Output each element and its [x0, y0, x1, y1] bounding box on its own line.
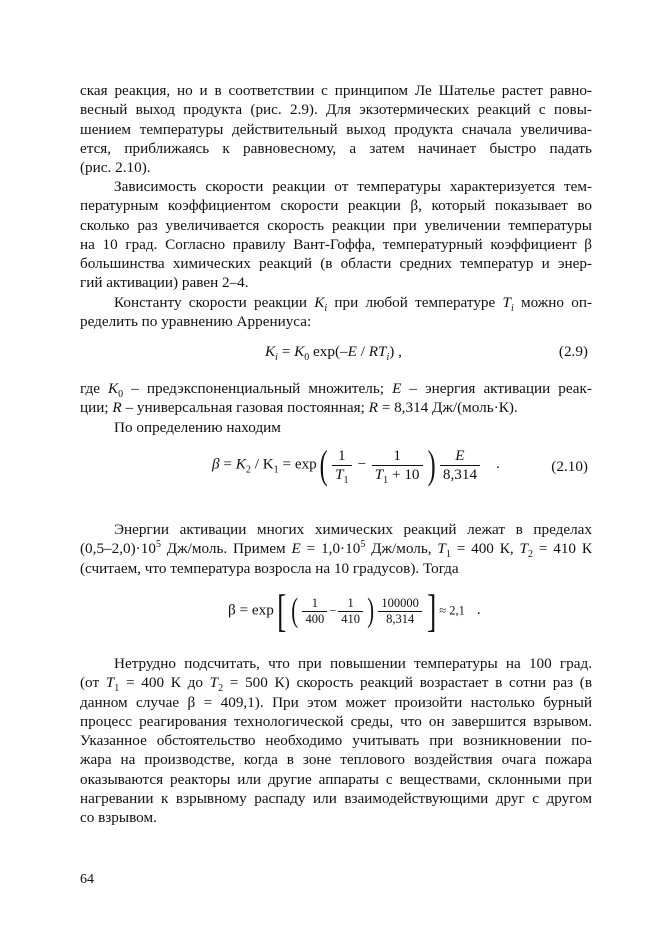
equation-number: (2.9): [558, 343, 588, 360]
text-run: ции;: [80, 399, 113, 417]
lhs: =: [219, 455, 236, 473]
symbol-r: R: [112, 399, 122, 417]
text-run: = 400 К,: [450, 540, 520, 558]
subscript: i: [275, 352, 278, 364]
superscript: 5: [155, 539, 161, 551]
text-run: – предэкспоненциальный множитель;: [123, 380, 393, 397]
equation-beta-value: [228, 585, 481, 636]
text-run: (0,5–2,0)·10: [80, 540, 156, 558]
right-paren: ): [367, 592, 375, 629]
lhs: β = exp: [228, 601, 274, 619]
text-line: (рис. 2.10).: [80, 159, 151, 177]
text-run: можно оп-: [513, 294, 593, 311]
subscript: 1: [114, 683, 120, 695]
equation-number: (2.10): [551, 458, 588, 475]
denominator: [372, 465, 423, 484]
subscript: 0: [118, 389, 124, 401]
subscript: i: [324, 303, 328, 315]
period: .: [496, 455, 500, 473]
left-bracket: [: [276, 585, 287, 636]
text-run: Дж/моль. Примем: [160, 540, 292, 558]
paragraph-1: [80, 81, 592, 177]
text-line: со взрывом.: [80, 809, 157, 827]
right-paren: ): [427, 442, 436, 487]
equation-2-9: [265, 343, 402, 364]
text-line: ская реакция, но и в соответствии с принципом Ле Шателье растет равно-: [80, 82, 592, 99]
symbol-e: E: [347, 343, 357, 360]
denominator: 400: [302, 611, 327, 627]
symbol-r: R: [368, 399, 378, 417]
text-run: Константу скорости реакции: [114, 294, 315, 311]
fraction: [302, 596, 327, 627]
text-line: Зависимость скорости реакции от температуры характеризуется тем-: [114, 178, 592, 195]
text-line: [80, 539, 592, 561]
text-line: Нетрудно подсчитать, что при повышении температуры на 100 град.: [114, 655, 592, 672]
text-line: ется, приближаясь к равновесному, а затем начинает быстро падать: [80, 139, 592, 157]
exp-function: exp(–: [309, 343, 348, 360]
subscript: i: [386, 352, 390, 364]
text-line: Энергии активации многих химических реакций лежат в пределах: [114, 521, 592, 538]
text-line: оказываются реакторы или другие аппараты с веществами, склонными при: [80, 770, 592, 788]
text-line: [80, 293, 593, 315]
subscript: 2: [527, 549, 533, 561]
symbol-e: E: [455, 446, 465, 464]
subscript: 1: [445, 549, 451, 561]
text-line: данном случае β = 409,1). При этом может произойти настолько бурный: [80, 693, 592, 711]
symbol-k: K: [314, 294, 325, 311]
text-run: – универсальная газовая постоянная;: [121, 399, 369, 417]
text-run: где: [80, 380, 108, 397]
paragraph-3: [80, 293, 592, 332]
text-line: на 10 град. Согласно правилу Вант-Гоффа, температурный коэффициент β: [80, 235, 592, 253]
fraction: [332, 447, 351, 484]
subscript: i: [510, 303, 514, 315]
approx-value: ≈ 2,1: [439, 603, 465, 618]
text-line: По определению находим: [114, 418, 281, 436]
symbol-k: K: [265, 343, 276, 360]
denominator: 410: [338, 611, 363, 627]
subscript: 1: [273, 464, 279, 476]
right-bracket: ]: [426, 585, 437, 636]
text-line: пературным коэффициентом скорости реакции β, который показывает во: [80, 197, 592, 215]
fraction: [372, 447, 423, 484]
symbol-rt: RT: [368, 343, 387, 360]
numerator: 100000: [381, 595, 419, 610]
slash-k: / K: [250, 455, 274, 473]
denominator: [332, 465, 351, 484]
symbol-t: T: [105, 674, 115, 692]
text-line: большинства химических реакций (в области средних температур и энер-: [80, 255, 592, 273]
superscript: 5: [360, 539, 366, 551]
symbol-t: T: [437, 540, 446, 558]
symbol-t: T: [374, 465, 384, 483]
numerator: 1: [311, 595, 318, 610]
minus-sign: −: [329, 603, 337, 618]
numerator: 1: [393, 446, 401, 464]
symbol-e: E: [291, 540, 301, 558]
left-paren: (: [319, 442, 328, 487]
paragraph-4: [80, 379, 592, 437]
equation-2-10: $\beta = K_2 / K_1 = \exp$( $\frac{1}{T_1}$ − $\frac{1}{T_1 + 10}$ ) $\frac{E}{8,314}$ .: [212, 442, 500, 487]
text-line: весный выход продукта (рис. 2.9). Для экзотермических реакций с повы-: [80, 101, 592, 119]
text-line: Указанное обстоятельство необходимо учитывать при возникновении по-: [80, 732, 592, 750]
symbol-k: K: [235, 455, 246, 473]
exp-function: = exp: [278, 455, 317, 473]
text-line: (считаем, что температура возросла на 10 градусов). Тогда: [80, 559, 459, 577]
paragraph-2: [80, 177, 592, 293]
symbol-t: T: [335, 465, 344, 483]
subscript: 0: [304, 352, 310, 364]
fraction: [440, 447, 480, 484]
fraction: [378, 596, 422, 627]
slash: /: [356, 343, 369, 360]
text-run: – энергия активации реак-: [401, 380, 592, 397]
symbol-t: T: [502, 294, 511, 311]
text-run: Дж/моль,: [365, 540, 438, 558]
text-line: гий активации) равен 2–4.: [80, 274, 249, 292]
symbol-t: T: [209, 674, 219, 692]
symbol-e: E: [392, 380, 402, 397]
text-run: при любой температуре: [327, 294, 503, 311]
subscript: 2: [218, 683, 224, 695]
plus-ten: + 10: [388, 465, 420, 483]
symbol-t: T: [519, 540, 528, 558]
text-line: процесс реагирования технологической среды, что он завершится взрывом.: [80, 712, 592, 730]
fraction: [338, 596, 363, 627]
text-line: [80, 398, 592, 417]
text-line: нагревании к взрывному распаду или взаимодействующими друг с другом: [80, 790, 592, 808]
numerator: [440, 447, 480, 465]
subscript: 1: [383, 474, 389, 486]
text-run: (от: [80, 674, 106, 692]
denominator: 8,314: [378, 611, 422, 627]
denominator: 8,314: [440, 465, 480, 484]
equals-sign: =: [277, 343, 295, 360]
text-line: жара на производстве, когда в зоне теплового воздействия очага пожара: [80, 751, 592, 769]
paragraph-6: [80, 520, 592, 578]
subscript: 2: [245, 464, 251, 476]
text-line: шением температуры действительный выход продукта сначала увеличива-: [80, 120, 592, 138]
minus-sign: −: [353, 455, 370, 473]
left-paren: (: [291, 592, 299, 629]
numerator: 1: [347, 595, 354, 610]
text-line: [80, 673, 592, 695]
closing-paren: ) ,: [389, 343, 402, 360]
text-line: сколько раз увеличивается скорость реакции при увеличении температуры: [80, 216, 592, 234]
symbol-k: K: [108, 380, 119, 397]
text-line: ределить по уравнению Аррениуса:: [80, 313, 312, 331]
text-run: = 1,0·10: [300, 540, 361, 558]
text-run: = 8,314 Дж/(моль·К).: [377, 399, 518, 417]
paragraph-7: [80, 654, 592, 828]
subscript: 1: [343, 474, 349, 486]
text-line: [80, 379, 592, 401]
numerator: 1: [338, 446, 346, 464]
text-run: = 500 К) скорость реакций возрастает в сотни раз (в: [223, 674, 592, 692]
text-run: = 400 К до: [119, 674, 210, 692]
symbol-k: K: [294, 343, 305, 360]
page-number: 64: [80, 872, 94, 887]
period: .: [476, 601, 481, 619]
text-run: = 410 К: [532, 540, 592, 558]
